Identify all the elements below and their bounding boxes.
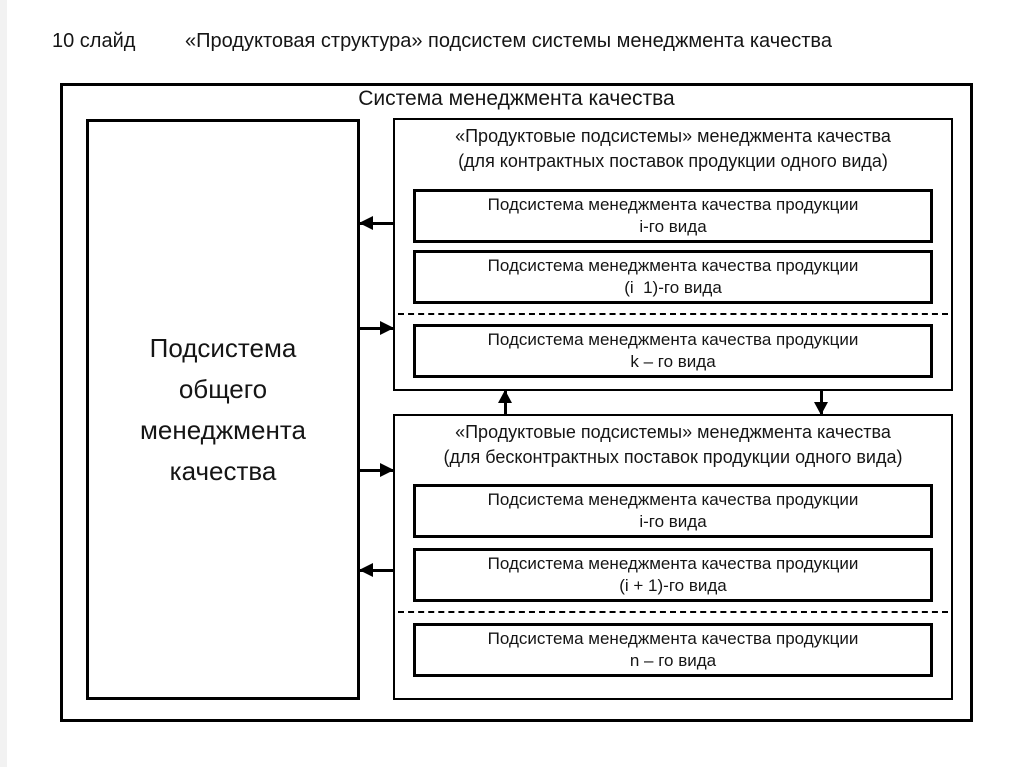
product-subsystem-box-i xyxy=(413,484,933,538)
product-subsystem-box-i1 xyxy=(413,250,933,304)
arrow-head xyxy=(380,463,394,477)
product-subsystem-label: Подсистема менеджмента качества продукции xyxy=(487,330,859,349)
general-qm-subsystem-box xyxy=(86,119,360,700)
contract-subsystems-group-box xyxy=(393,118,953,391)
product-subsystem-label: Подсистема менеджмента качества продукции xyxy=(487,629,859,648)
page-title: «Продуктовая структура» подсистем системы менеджмента качества xyxy=(185,30,832,52)
dashed-divider xyxy=(398,313,948,315)
product-subsystem-label: Подсистема менеджмента качества продукции xyxy=(487,256,859,275)
arrow-head xyxy=(380,321,394,335)
noncontract-group-header xyxy=(395,416,951,470)
product-subsystem-box-n xyxy=(413,623,933,677)
arrow-head xyxy=(498,390,512,403)
qms-system-title: Система менеджмента качества xyxy=(358,87,675,110)
noncontract-group-header-line2: (для бесконтрактных поставок продукции одного вида) xyxy=(443,447,903,467)
product-subsystem-kind: i-го вида xyxy=(639,217,707,236)
product-subsystem-kind: i-го вида xyxy=(639,512,707,531)
product-subsystem-kind: (i + 1)-го вида xyxy=(619,576,727,595)
noncontract-group-header-line1: «Продуктовые подсистемы» менеджмента качества xyxy=(455,422,891,442)
product-subsystem-kind: k – го вида xyxy=(630,352,716,371)
arrow-head xyxy=(359,216,373,230)
product-subsystem-kind: (i 1)-го вида xyxy=(624,278,722,297)
arrow-head xyxy=(814,402,828,415)
qms-outer-box xyxy=(60,83,973,722)
noncontract-subsystems-group-box xyxy=(393,414,953,700)
slide-number: 10 слайд xyxy=(52,30,136,52)
dashed-divider xyxy=(398,611,948,613)
contract-group-header-line2: (для контрактных поставок продукции одного вида) xyxy=(458,151,888,171)
product-subsystem-label: Подсистема менеджмента качества продукции xyxy=(487,490,859,509)
general-qm-subsystem-label: Подсистема общего менеджмента качества xyxy=(140,332,306,486)
product-subsystem-kind: n – го вида xyxy=(629,651,717,670)
product-subsystem-box-i-plus-1 xyxy=(413,548,933,602)
product-subsystem-label: Подсистема менеджмента качества продукции xyxy=(487,554,859,573)
page-edge xyxy=(0,0,7,767)
product-subsystem-box-k xyxy=(413,324,933,378)
product-subsystem-box-i xyxy=(413,189,933,243)
contract-group-header xyxy=(395,120,951,174)
contract-group-header-line1: «Продуктовые подсистемы» менеджмента качества xyxy=(455,126,891,146)
product-subsystem-label: Подсистема менеджмента качества продукции xyxy=(487,195,859,214)
arrow-head xyxy=(359,563,373,577)
